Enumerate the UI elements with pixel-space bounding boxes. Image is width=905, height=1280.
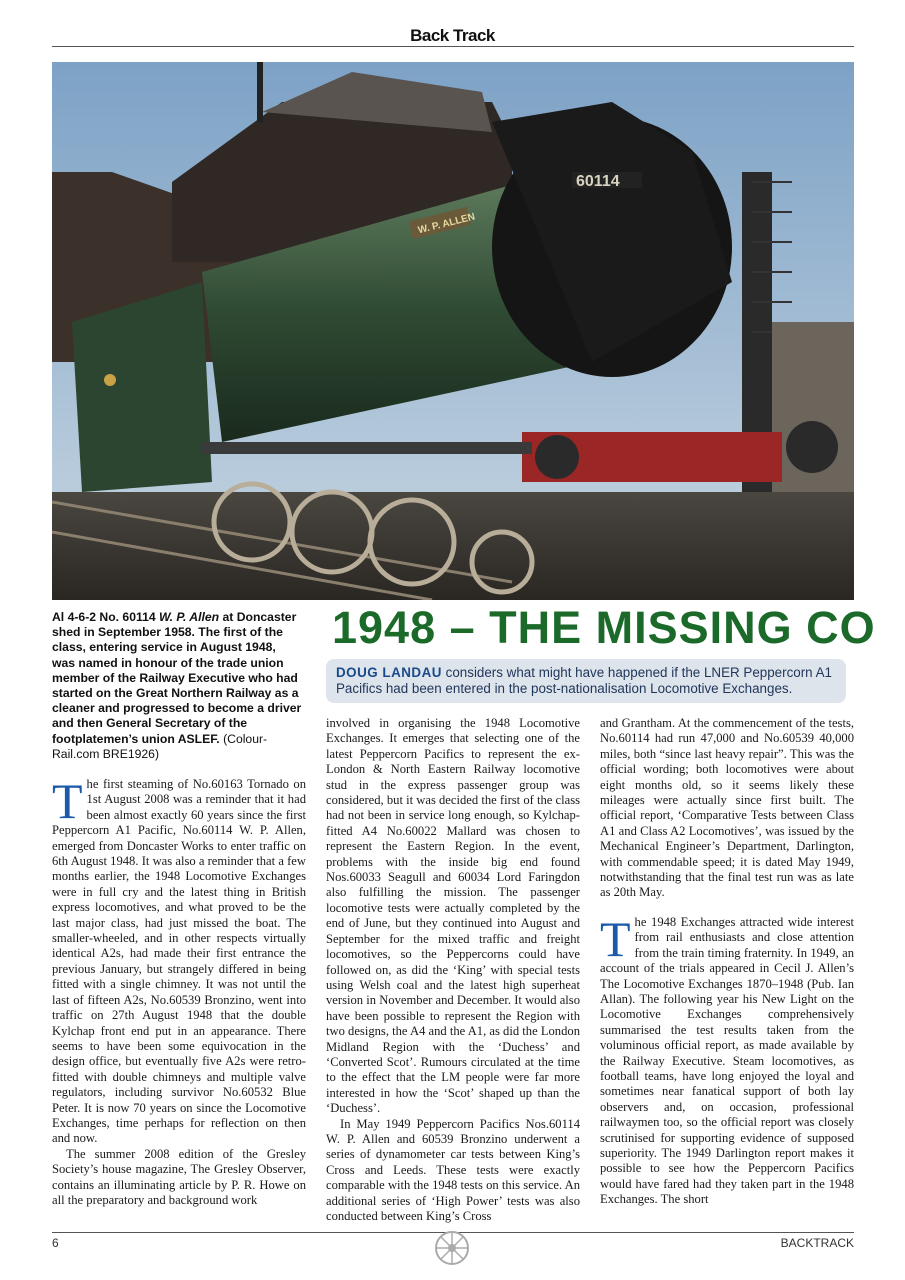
col2-paragraph-1: involved in organising the 1948 Locomotive Exchanges. It emerges that selecting one of the latest Peppercorn Pacifics to represent the ex-London & North Eastern Railway locomotive stud in the express passenger group was considered, but it was decided the first of the class had not been in service long enough, so Kylchap-fitted A4 No.60022 Mallard was chosen to represent the Eastern Region. In the event, problems with the inside big end found Nos.60033 Seagull and 60034 Lord Faringdon also fulfilling the mission. The passenger locomotive tests were actually completed by the end of June, but they continued into August and September for the mixed traffic and freight locomotives, so the Peppercorns could have followed on, as did the ‘King’ with special tests using Welsh coal and the latest high superheat version in November and December. It would also have been possible to represent the Region with two designs, the A4 and the A1, as did the London Midland Region with the ‘Duchess’ and ‘Converted Scot’. Rumours circulated at the time to the effect that the LM people were far more interested in how the ‘Scot’ shaped up than the ‘Duchess’. <box>326 716 580 1116</box>
masthead-title: Back Track <box>410 26 495 45</box>
column-2 <box>326 716 580 1224</box>
col1-paragraph-1: he first steaming of No.60163 Tornado on 1st August 2008 was a reminder that it had been almost exactly 60 years since the first Peppercorn A1 Pacific, No.60114 W. P. Allen, emerged from Doncaster Works to enter traffic on 6th August 1948. It was also a reminder that a few months earlier, the 1948 Locomotive Exchanges were in full cry and the latest thing in British express locomotives, and what proved to be the last major class, had just missed the boat. The smaller-wheeled, and in other respects virtually identical A2s, had made their first entrance the previous January, but strangely differed in being fitted with a single chimney. It was not until the last of fifteen A2s, No.60539 Bronzino, went into traffic on 27th August 1948 that the double Kylchap front end put in an appearance. There seems to have been some equivocation in the design office, but eventually five A2s were retro-fitted with double chimneys and multiple valve regulators, including survivor No.60532 Blue Peter. It is now 70 years on since the Locomotive Exchanges, time perhaps for reflection on then and now. <box>52 777 306 1146</box>
column-3 <box>600 716 854 1208</box>
drop-cap: T <box>600 910 631 967</box>
page-number: 6 <box>52 1236 59 1250</box>
standfirst-box <box>326 659 846 703</box>
caption-credit: (Colour-Rail.com BRE1926) <box>52 731 268 761</box>
top-rule <box>52 46 854 47</box>
col2-paragraph-2: In May 1949 Peppercorn Pacifics Nos.60114 W. P. Allen and 60539 Bronzino underwent a series of dynamometer car tests between King’s Cross and Leeds. These tests were exactly comparable with the 1948 tests on this service. An additional series of ‘High Power’ tests was also conducted between King’s Cross <box>326 1116 580 1223</box>
wheel-icon <box>434 1230 470 1266</box>
column-1 <box>52 773 306 1208</box>
standfirst-text: considers what might have happened if the LNER Peppercorn A1 Pacifics had been entered in the post-nationalisation Locomotive Exchanges. <box>336 665 832 696</box>
smokebox-number: 60114 <box>576 173 620 190</box>
col3-paragraph-1: and Grantham. At the commencement of the tests, No.60114 had run 47,000 and No.60539 40,000 miles, both “since last heavy repair”. This was the official wording; both locomotives were about eight months old, so it seems likely these mileages were actually since first built. The official report, ‘Comparative Tests between Class A1 and Class A2 Locomotives’, was issued by the Mechanical Engineer’s Department, Darlington, with commendable speed; it is dated May 1949, notwithstanding that the final test run was as late as 20th May. <box>600 716 854 900</box>
caption-body: at Doncaster shed in September 1958. The first of the class, entering service in August 1948, was named in honour of the trade union member of the Railway Executive who had started on the Great Northern Railway as a cleaner and progressed to become a driver and then General Secretary of the footplatemen’s union ASLEF. <box>52 610 302 746</box>
nameplate: W. P. ALLEN <box>416 211 477 237</box>
drop-cap: T <box>52 773 83 829</box>
photo-caption <box>52 610 302 762</box>
author-name: DOUG LANDAU <box>336 665 442 680</box>
caption-loco-name: W. P. Allen <box>159 610 220 624</box>
col1-paragraph-2: The summer 2008 edition of the Gresley Society’s house magazine, The Gresley Observer, contains an illuminating article by P. R. Howe on all the preparatory and background work <box>52 1146 306 1207</box>
caption-lead: Al 4-6-2 No. 60114 <box>52 610 160 624</box>
locomotive-photo <box>52 62 854 600</box>
article-headline: 1948 – THE MISSING CO <box>332 602 876 653</box>
col3-paragraph-2: he 1948 Exchanges attracted wide interest from rail enthusiasts and close attention from the train timing fraternity. In 1949, an account of the trials appeared in Cecil J. Allen’s The Locomotive Exchanges 1870–1948 (Pub. Ian Allan). The following year his New Light on the Locomotive Exchanges comprehensively summarised the test results taken from the voluminous official report, as made available by the Railway Executive. Steam locomotives, as football teams, have long enjoyed the loyal and sometimes near fanatical support of both lay observers and, on occasion, professional railwaymen too, so the official report was closely scrutinised for supporting evidence of supposed superiority. The 1949 Darlington report makes it possible to see how the Peppercorn Pacifics would have fared had they taken part in the 1948 Exchanges. The short <box>600 914 854 1207</box>
magazine-name: BACKTRACK <box>780 1236 854 1250</box>
